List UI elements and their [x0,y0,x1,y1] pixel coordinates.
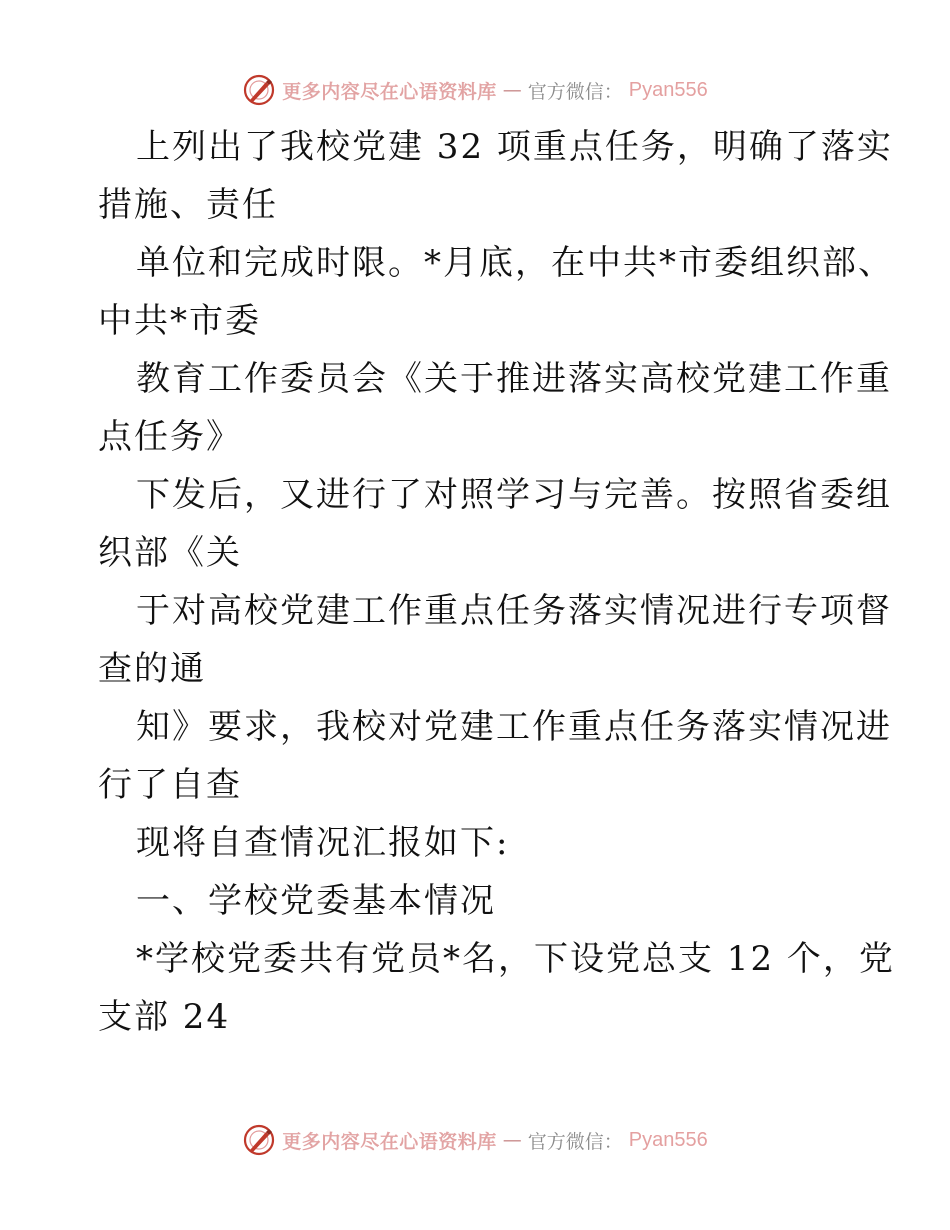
text-line: 点任务》 [98,417,242,457]
pen-logo-icon [242,73,276,107]
watermark-dash: — [502,1129,522,1151]
text-line: 查的通 [98,649,206,689]
watermark-brand: 更多内容尽在心语资料库 [282,80,497,103]
footer-watermark [0,1120,950,1160]
text-line: 知》要求，我校对党建工作重点任务落实情况进 [136,707,892,747]
text-line: 织部《关 [98,533,242,573]
text-line: *学校党委共有党员*名，下设党总支 12 个，党 [136,939,895,979]
text-line: 教育工作委员会《关于推进落实高校党建工作重 [136,359,892,399]
text-line: 措施、责任 [98,185,278,225]
watermark-label: 官方微信： [527,1130,623,1153]
watermark-label: 官方微信： [527,80,623,103]
watermark-id: Pyan556 [628,78,708,101]
text-line: 行了自查 [98,765,242,805]
text-line: 上列出了我校党建 32 项重点任务，明确了落实 [136,127,893,167]
document-body [98,118,895,1046]
watermark-dash: — [502,79,522,101]
text-line: 于对高校党建工作重点任务落实情况进行专项督 [136,591,892,631]
text-line: 中共*市委 [98,301,261,341]
text-line: 现将自查情况汇报如下: [136,823,510,863]
text-line: 支部 24 [98,997,231,1037]
section-heading: 一、学校党委基本情况 [136,881,496,921]
pen-logo-icon [242,1123,276,1157]
watermark-brand: 更多内容尽在心语资料库 [282,1130,497,1153]
text-line: 单位和完成时限。*月底，在中共*市委组织部、 [136,243,894,283]
text-line: 下发后，又进行了对照学习与完善。按照省委组 [136,475,892,515]
watermark-id: Pyan556 [628,1128,708,1151]
header-watermark [0,70,950,110]
